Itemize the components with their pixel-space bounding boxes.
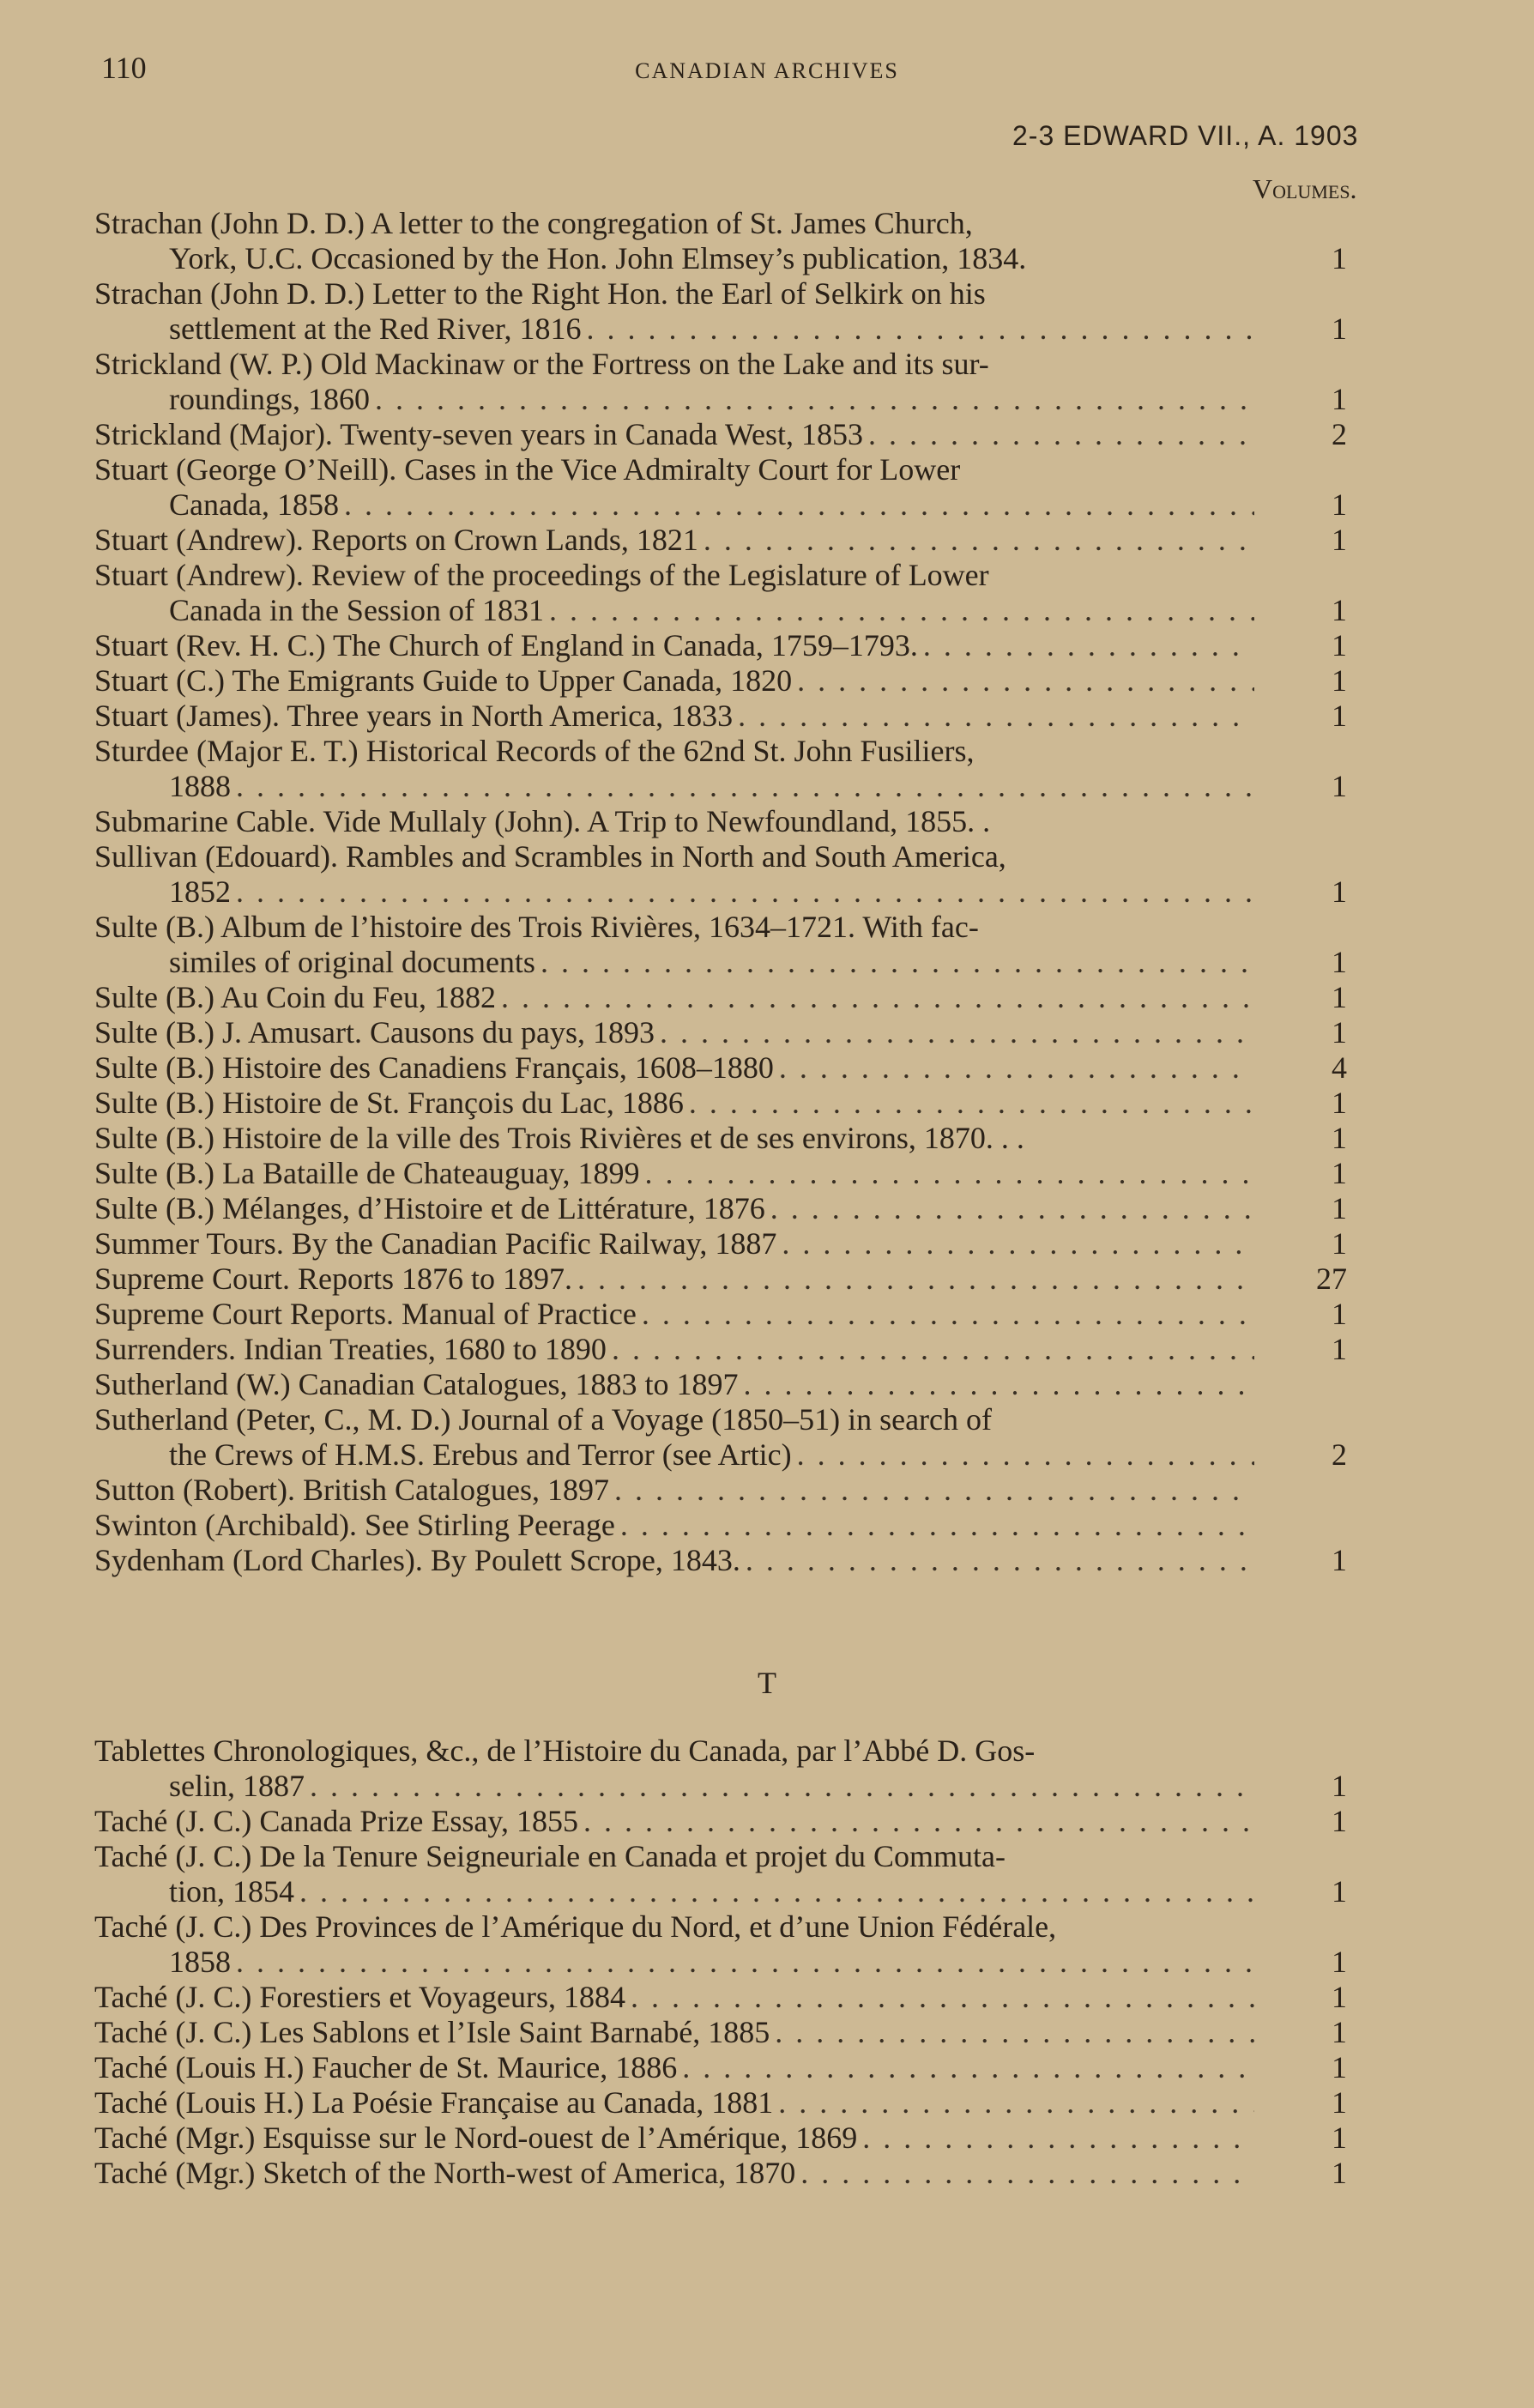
entry-line <box>94 1543 1254 1578</box>
leader-dots <box>231 769 1254 804</box>
index-entry <box>94 1050 1347 1086</box>
entry-line <box>94 839 1254 874</box>
entry-line <box>94 347 1254 382</box>
index-entry <box>94 1508 1347 1543</box>
volume-count: 1 <box>1332 1015 1347 1050</box>
index-entry <box>94 452 1347 523</box>
entry-text: Surrenders. Indian Treaties, 1680 to 1890 <box>94 1332 607 1366</box>
leader-dots <box>607 1332 1254 1367</box>
entry-text: Canada, 1858 <box>169 487 339 522</box>
index-entry <box>94 910 1347 980</box>
entry-line <box>94 1769 1254 1804</box>
volume-count: 1 <box>1332 241 1347 275</box>
volume-count: 1 <box>1332 874 1347 909</box>
volume-count: 1 <box>1332 1769 1347 1803</box>
volume-count: 1 <box>1332 2156 1347 2190</box>
volume-count: 1 <box>1332 769 1347 803</box>
volume-count: 1 <box>1332 1980 1347 2014</box>
leader-dots <box>231 874 1254 910</box>
entry-line <box>94 2156 1254 2191</box>
entry-line <box>94 382 1254 417</box>
entry-line <box>94 523 1254 558</box>
leader-dots <box>857 2121 1254 2156</box>
entry-text: Sulte (B.) Histoire des Canadiens Français, 1608–1880 <box>94 1050 774 1085</box>
entry-text: Swinton (Archibald). See Stirling Peerage <box>94 1508 615 1542</box>
leader-dots <box>615 1508 1254 1543</box>
entry-text: roundings, 1860 <box>169 382 370 416</box>
entry-text: 1888 <box>169 769 231 803</box>
entry-text: Strickland (W. P.) Old Mackinaw or the Fortress on the Lake and its sur- <box>94 347 989 381</box>
index-entry <box>94 1473 1347 1508</box>
leader-dots <box>733 699 1254 734</box>
volume-count: 1 <box>1332 382 1347 416</box>
leader-dots <box>684 1086 1254 1121</box>
page-number: 110 <box>101 51 147 85</box>
volumes-column-heading: Volumes. <box>1253 173 1357 204</box>
volume-count: 1 <box>1332 1086 1347 1120</box>
index-entry <box>94 1332 1347 1367</box>
leader-dots <box>231 1945 1254 1980</box>
leader-dots <box>572 1261 1254 1297</box>
entry-text: Taché (J. C.) De la Tenure Seigneuriale en Canada et projet du Commuta- <box>94 1839 1006 1873</box>
entry-line <box>94 1874 1254 1909</box>
index-entry <box>94 417 1347 452</box>
leader-dots <box>774 1050 1254 1086</box>
entry-text: Stuart (George O’Neill). Cases in the Vice Admiralty Court for Lower <box>94 452 961 487</box>
entry-line <box>94 1086 1254 1121</box>
entry-text: Summer Tours. By the Canadian Pacific Railway, 1887 <box>94 1226 777 1261</box>
index-entry <box>94 523 1347 558</box>
index-entry <box>94 276 1347 347</box>
entry-text: Taché (J. C.) Forestiers et Voyageurs, 1884 <box>94 1980 626 2014</box>
entry-line <box>94 206 1254 241</box>
leader-dots <box>740 1543 1254 1578</box>
entry-line <box>94 1945 1254 1980</box>
volume-count: 1 <box>1332 1191 1347 1225</box>
entry-text: Tablettes Chronologiques, &c., de l’Histoire du Canada, par l’Abbé D. Gos- <box>94 1733 1036 1768</box>
leader-dots <box>609 1473 1254 1508</box>
volume-count: 1 <box>1332 312 1347 346</box>
index-entry <box>94 1980 1347 2015</box>
volume-count: 1 <box>1332 2085 1347 2120</box>
leader-dots <box>773 2085 1254 2121</box>
entry-text: 1852 <box>169 874 231 909</box>
section-t-entries <box>94 1733 1347 2191</box>
entry-line <box>94 276 1254 312</box>
entry-line <box>94 628 1254 663</box>
entry-line <box>94 312 1254 347</box>
entry-text: Stuart (Rev. H. C.) The Church of England in Canada, 1759–1793. <box>94 628 918 663</box>
volume-count: 2 <box>1332 417 1347 451</box>
volume-count: 1 <box>1332 487 1347 522</box>
entry-text: Taché (J. C.) Des Provinces de l’Amérique du Nord, et d’une Union Fédérale, <box>94 1909 1057 1944</box>
entry-line <box>94 2015 1254 2050</box>
entry-line <box>94 1473 1254 1508</box>
entry-text: Sutherland (W.) Canadian Catalogues, 1883 to 1897 <box>94 1367 739 1401</box>
entry-text: Sulte (B.) Album de l’histoire des Trois Rivières, 1634–1721. With fac- <box>94 910 979 944</box>
leader-dots <box>339 487 1254 523</box>
entry-text: Strickland (Major). Twenty-seven years in Canada West, 1853 <box>94 417 864 451</box>
entry-line <box>94 945 1254 980</box>
entry-line <box>94 769 1254 804</box>
index-entry <box>94 1804 1347 1839</box>
index-entry <box>94 839 1347 910</box>
entry-line <box>94 2050 1254 2085</box>
leader-dots <box>795 2156 1254 2191</box>
entry-text: Supreme Court. Reports 1876 to 1897. <box>94 1261 572 1296</box>
entry-text: Strachan (John D. D.) A letter to the congregation of St. James Church, <box>94 206 973 240</box>
entry-line <box>94 1909 1254 1945</box>
entry-text: Sulte (B.) La Bataille de Chateauguay, 1899 <box>94 1156 640 1190</box>
volume-count: 1 <box>1332 699 1347 733</box>
volume-count: 1 <box>1332 628 1347 663</box>
volume-count: 1 <box>1332 2015 1347 2049</box>
entry-line <box>94 593 1254 628</box>
index-entry <box>94 1156 1347 1191</box>
entry-line <box>94 1156 1254 1191</box>
index-entry <box>94 1226 1347 1261</box>
entry-line <box>94 1297 1254 1332</box>
index-entry <box>94 628 1347 663</box>
section-s-entries <box>94 206 1347 1578</box>
leader-dots <box>770 2015 1254 2050</box>
entry-text: York, U.C. Occasioned by the Hon. John Elmsey’s publication, 1834. <box>169 241 1027 275</box>
index-entry <box>94 980 1347 1015</box>
leader-dots <box>637 1297 1254 1332</box>
entry-text: Stuart (C.) The Emigrants Guide to Upper Canada, 1820 <box>94 663 793 698</box>
entry-text: tion, 1854 <box>169 1874 295 1909</box>
volume-count: 1 <box>1332 663 1347 698</box>
entry-line <box>94 1508 1254 1543</box>
entry-text: Sturdee (Major E. T.) Historical Records of the 62nd St. John Fusiliers, <box>94 734 975 768</box>
running-head: CANADIAN ARCHIVES <box>635 58 899 83</box>
index-entry <box>94 663 1347 699</box>
leader-dots <box>792 663 1254 699</box>
entry-line <box>94 1261 1254 1297</box>
index-entry <box>94 2156 1347 2191</box>
index-entry <box>94 2121 1347 2156</box>
leader-dots <box>698 523 1254 558</box>
index-entry <box>94 1191 1347 1226</box>
leader-dots <box>639 1156 1254 1191</box>
entry-line <box>94 804 1254 839</box>
index-entry <box>94 1015 1347 1050</box>
leader-dots <box>677 2050 1254 2085</box>
entry-text: Taché (J. C.) Les Sablons et l’Isle Saint Barnabé, 1885 <box>94 2015 770 2049</box>
entry-line <box>94 1839 1254 1874</box>
index-entry <box>94 2085 1347 2121</box>
entry-line <box>94 417 1254 452</box>
entry-text: Taché (Louis H.) La Poésie Française au Canada, 1881 <box>94 2085 774 2120</box>
volume-count: 1 <box>1332 1945 1347 1979</box>
volume-count: 2 <box>1332 1437 1347 1472</box>
entry-text: Sulte (B.) J. Amusart. Causons du pays, 1893 <box>94 1015 655 1050</box>
entry-line <box>94 241 1254 276</box>
leader-dots <box>581 312 1254 347</box>
index-entry <box>94 206 1347 276</box>
volume-count: 1 <box>1332 1543 1347 1577</box>
leader-dots <box>544 593 1254 628</box>
leader-dots <box>625 1980 1254 2015</box>
leader-dots <box>655 1015 1254 1050</box>
entry-line <box>94 1437 1254 1473</box>
leader-dots <box>765 1191 1254 1226</box>
leader-dots <box>294 1874 1254 1909</box>
volume-count: 1 <box>1332 1804 1347 1838</box>
entry-text: Taché (Mgr.) Sketch of the North-west of America, 1870 <box>94 2156 796 2190</box>
volume-count: 1 <box>1332 523 1347 557</box>
volume-count: 1 <box>1332 980 1347 1014</box>
index-entry <box>94 1297 1347 1332</box>
entry-text: Sulte (B.) Histoire de St. François du Lac, 1886 <box>94 1086 684 1120</box>
leader-dots <box>370 382 1254 417</box>
index-entry <box>94 558 1347 628</box>
entry-line <box>94 2121 1254 2156</box>
entry-text: Taché (Mgr.) Esquisse sur le Nord-ouest de l’Amérique, 1869 <box>94 2121 858 2155</box>
entry-text: Taché (J. C.) Canada Prize Essay, 1855 <box>94 1804 578 1838</box>
entry-line <box>94 558 1254 593</box>
entry-text: Supreme Court Reports. Manual of Practice <box>94 1297 637 1331</box>
entry-line <box>94 1804 1254 1839</box>
volume-count: 1 <box>1332 1156 1347 1190</box>
volume-count: 1 <box>1332 1332 1347 1366</box>
entry-line <box>94 910 1254 945</box>
leader-dots <box>776 1226 1254 1261</box>
entry-line <box>94 1402 1254 1437</box>
entry-line <box>94 1367 1254 1402</box>
entry-line <box>94 1050 1254 1086</box>
entry-text: settlement at the Red River, 1816 <box>169 312 582 346</box>
index-entry <box>94 1402 1347 1473</box>
entry-line <box>94 699 1254 734</box>
entry-text: Sydenham (Lord Charles). By Poulett Scrope, 1843. <box>94 1543 740 1577</box>
entry-text: similes of original documents <box>169 945 535 979</box>
leader-dots <box>863 417 1254 452</box>
entry-text: Sutherland (Peter, C., M. D.) Journal of a Voyage (1850–51) in search of <box>94 1402 993 1437</box>
entry-line <box>94 980 1254 1015</box>
entry-line <box>94 452 1254 487</box>
entry-line <box>94 487 1254 523</box>
volume-count: 1 <box>1332 1121 1347 1155</box>
leader-dots <box>739 1367 1254 1402</box>
entry-line <box>94 874 1254 910</box>
entry-text: Sulte (B.) Au Coin du Feu, 1882 <box>94 980 497 1014</box>
index-entry <box>94 734 1347 804</box>
volume-count: 1 <box>1332 1874 1347 1909</box>
entry-text: Sulte (B.) Histoire de la ville des Trois Rivières et de ses environs, 1870. . . <box>94 1121 1024 1155</box>
index-entry <box>94 347 1347 417</box>
entry-text: Strachan (John D. D.) Letter to the Right Hon. the Earl of Selkirk on his <box>94 276 986 311</box>
entry-line <box>94 1121 1254 1156</box>
index-entry <box>94 1367 1347 1402</box>
volume-count: 1 <box>1332 1226 1347 1261</box>
volume-count: 1 <box>1332 1297 1347 1331</box>
index-entry <box>94 2015 1347 2050</box>
volume-count: 1 <box>1332 945 1347 979</box>
index-entry <box>94 804 1347 839</box>
leader-dots <box>578 1804 1254 1839</box>
index-entry <box>94 1543 1347 1578</box>
entry-line <box>94 1332 1254 1367</box>
volume-count: 1 <box>1332 2050 1347 2084</box>
volume-count: 1 <box>1332 2121 1347 2155</box>
leader-dots <box>535 945 1254 980</box>
index-entry <box>94 1733 1347 1804</box>
entry-text: Taché (Louis H.) Faucher de St. Maurice, 1886 <box>94 2050 678 2084</box>
entry-text: selin, 1887 <box>169 1769 305 1803</box>
index-entry <box>94 1839 1347 1909</box>
index-entry <box>94 1909 1347 1980</box>
volume-count: 1 <box>1332 593 1347 627</box>
entry-text: Canada in the Session of 1831 <box>169 593 544 627</box>
entry-line <box>94 663 1254 699</box>
leader-dots <box>918 628 1254 663</box>
index-entry <box>94 2050 1347 2085</box>
entry-text: Submarine Cable. Vide Mullaly (John). A Trip to Newfoundland, 1855. . <box>94 804 991 838</box>
index-entry <box>94 1121 1347 1156</box>
entry-line <box>94 1015 1254 1050</box>
entry-line <box>94 1226 1254 1261</box>
index-entry <box>94 699 1347 734</box>
entry-text: Sullivan (Edouard). Rambles and Scrambles in North and South America, <box>94 839 1006 874</box>
volume-count: 4 <box>1332 1050 1347 1085</box>
entry-line <box>94 1191 1254 1226</box>
entry-text: Sulte (B.) Mélanges, d’Histoire et de Littérature, 1876 <box>94 1191 765 1225</box>
entry-text: 1858 <box>169 1945 231 1979</box>
section-t-heading: T <box>758 1666 776 1700</box>
entry-text: Stuart (Andrew). Reports on Crown Lands, 1821 <box>94 523 698 557</box>
entry-text: Stuart (James). Three years in North America, 1833 <box>94 699 734 733</box>
entry-text: Stuart (Andrew). Review of the proceedings of the Legislature of Lower <box>94 558 989 592</box>
leader-dots <box>496 980 1254 1015</box>
volume-count: 27 <box>1316 1261 1347 1296</box>
session-label: 2-3 EDWARD VII., A. 1903 <box>1012 120 1359 151</box>
entry-text: Sutton (Robert). British Catalogues, 1897 <box>94 1473 609 1507</box>
index-entry <box>94 1086 1347 1121</box>
leader-dots <box>792 1437 1254 1473</box>
entry-line <box>94 734 1254 769</box>
entry-text: the Crews of H.M.S. Erebus and Terror (see Artic) <box>169 1437 792 1472</box>
entry-line <box>94 1980 1254 2015</box>
entry-line <box>94 1733 1254 1769</box>
index-entry <box>94 1261 1347 1297</box>
leader-dots <box>305 1769 1254 1804</box>
entry-line <box>94 2085 1254 2121</box>
